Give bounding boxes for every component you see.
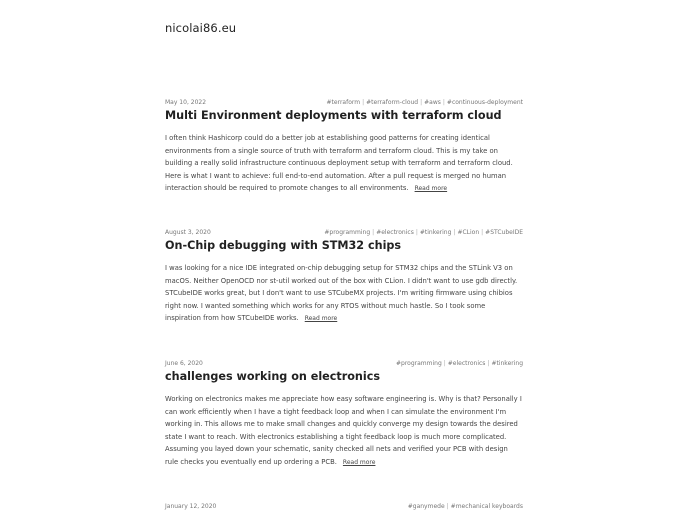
tag-link[interactable]: #electronics [447, 360, 486, 367]
tag-separator: | [442, 99, 445, 106]
post-meta [165, 359, 523, 370]
tag-separator: | [487, 360, 490, 367]
tag-link[interactable]: #tinkering [491, 360, 523, 367]
tag-separator: | [362, 99, 365, 106]
tag-separator: | [420, 99, 423, 106]
tag-separator: | [453, 229, 456, 236]
post-tags [324, 229, 523, 236]
post-meta [165, 98, 523, 109]
post-excerpt-text: I was looking for a nice IDE integrated on-chip debugging setup for STM32 chips and the STLink V3 on macOS. Neither OpenOCD nor st-util worked out of the box with CLion. I didn't want to use gdb directly. STCubeIDE works great, but I don't want to use STCubeMX projects. I'm writing firmware using chibios right now. I wanted something which works for any RTOS without much hastle. So I took some inspiration from how STCubeIDE works. [165, 264, 518, 323]
post-item [165, 359, 523, 470]
post-item [165, 228, 523, 326]
post-excerpt [165, 132, 523, 196]
tag-separator: | [446, 503, 449, 510]
tag-link[interactable]: #terraform-cloud [366, 99, 419, 106]
post-meta [165, 502, 523, 513]
post-tags [396, 360, 523, 367]
tag-link[interactable]: #tinkering [419, 229, 452, 236]
tag-link[interactable]: #CLion [457, 229, 480, 236]
post-title-link[interactable]: Multi Environment deployments with terraform cloud [165, 109, 502, 122]
tag-separator: | [415, 229, 418, 236]
post-item [165, 98, 523, 196]
tag-link[interactable]: #ganymede [407, 503, 445, 510]
site-title-link[interactable]: nicolai86.eu [165, 21, 237, 35]
post-title-link[interactable]: challenges working on electronics [165, 370, 381, 383]
post-date: August 3, 2020 [165, 229, 211, 236]
post-tags [408, 503, 523, 510]
read-more-link[interactable]: Read more [414, 185, 448, 193]
tag-link[interactable]: #programming [324, 229, 371, 236]
post-excerpt [165, 393, 523, 470]
tag-separator: | [443, 360, 446, 367]
tag-link[interactable]: #continuous-deployment [446, 99, 523, 106]
post-item [165, 502, 523, 513]
tag-separator: | [372, 229, 375, 236]
post-meta [165, 228, 523, 239]
post-date: May 10, 2022 [165, 99, 207, 106]
tag-link[interactable]: #STCubeIDE [485, 229, 523, 236]
read-more-link[interactable]: Read more [304, 315, 338, 323]
tag-separator: | [481, 229, 484, 236]
post-excerpt-text: Working on electronics makes me appreciate how easy software engineering is. Why is that? Personally I can work efficiently when I have a tight feedback loop and when I can simulate the environment I'm working in. This allows me to make small changes and quickly converge my design towards the desired state I want to reach. With electronics establishing a tight feedback loop is much more complicated. Assuming you layed down your schematic, sanity checked all nets and verified your PCB with design rule checks you eventually end up ordering a PCB. [165, 395, 522, 466]
tag-link[interactable]: #terraform [326, 99, 361, 106]
tag-link[interactable]: #mechanical keyboards [450, 503, 523, 510]
tag-link[interactable]: #aws [424, 99, 441, 106]
post-excerpt-text: I often think Hashicorp could do a better job at establishing good patterns for creating identical environments from a single source of truth with terraform and terraform cloud. This is my take on building a really solid infrastructure continuous deployment setup with terraform and terraform cloud. Here is what I want to achieve: full end-to-end automation. After a pull request is merged no human interaction should be required to promote changes to all environments. [165, 134, 513, 193]
post-title-link[interactable]: On-Chip debugging with STM32 chips [165, 239, 402, 252]
post-date: June 6, 2020 [165, 360, 203, 367]
tag-link[interactable]: #electronics [376, 229, 414, 236]
read-more-link[interactable]: Read more [342, 458, 376, 466]
post-date: January 12, 2020 [165, 503, 217, 510]
tag-link[interactable]: #programming [395, 360, 442, 367]
post-excerpt [165, 262, 523, 326]
post-tags [327, 99, 523, 106]
